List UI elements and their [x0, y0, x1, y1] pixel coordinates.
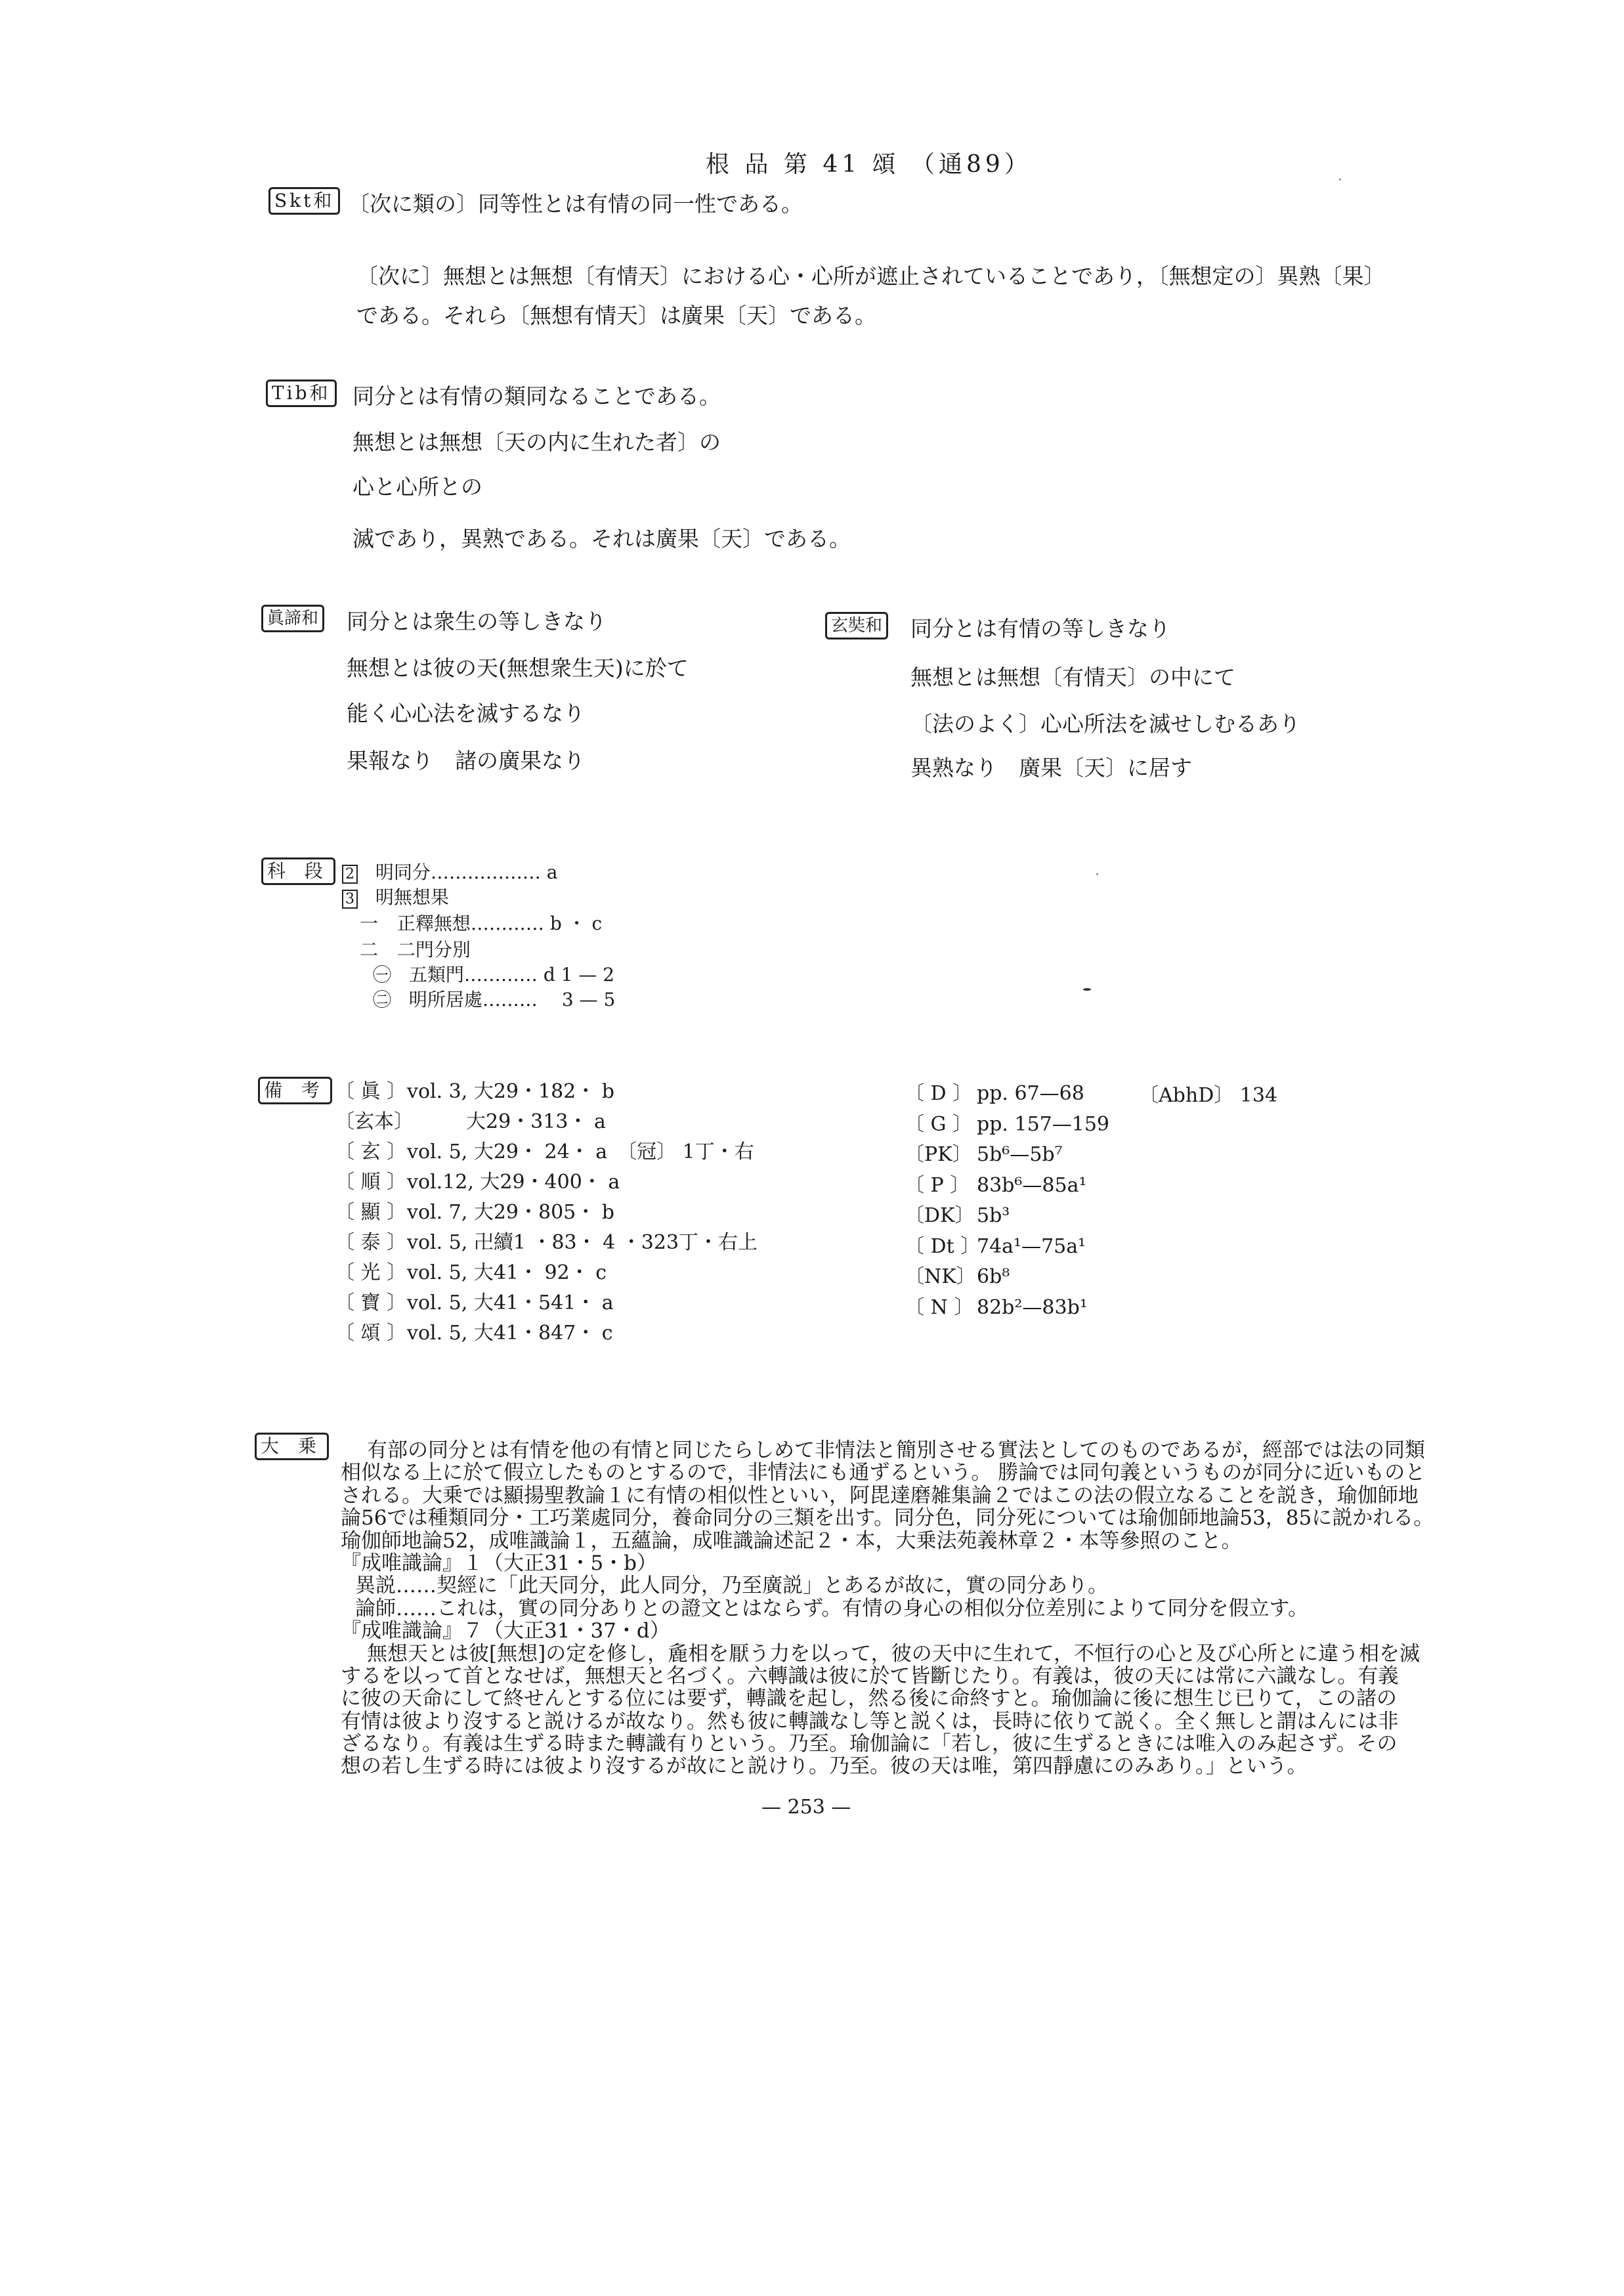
- paramartha-line-3: 能く心心法を滅するなり: [347, 701, 585, 726]
- reference-row: [335, 1167, 758, 1198]
- reference-key: 〔 頌 〕: [335, 1322, 407, 1345]
- xuanzang-label: 玄奘和: [825, 612, 888, 639]
- reference-row: [905, 1262, 1109, 1293]
- commentary-line: 想の若し生ずる時には彼より沒するが故にと説けり。乃至。彼の天は唯，第四靜慮にのみあり。」という。: [341, 1754, 1308, 1779]
- outline-label: 科 段: [261, 857, 335, 885]
- reference-key: 〔 P 〕: [905, 1173, 970, 1197]
- reference-row: [335, 1077, 758, 1107]
- reference-key: 〔 N 〕: [905, 1295, 974, 1319]
- reference-value: vol. 5, 卍續1 ・83・ 4 ・323丁・右上: [407, 1231, 758, 1254]
- reference-row: [905, 1171, 1109, 1202]
- tib-line-2: 無想とは無想〔天の内に生れた者〕の: [353, 429, 721, 455]
- outline-item: [342, 858, 558, 884]
- reference-key: 〔 泰 〕: [335, 1231, 407, 1254]
- commentary-line: 論師……これは，實の同分ありとの證文とはならず。有情の身心の相似分位差別によりて同分を假立す。: [355, 1596, 1309, 1620]
- notes-right-column: [905, 1079, 1109, 1323]
- reference-value: 5b³: [977, 1204, 1010, 1227]
- reference-row: [905, 1293, 1109, 1324]
- outline-marker: ㊁: [373, 989, 392, 1010]
- commentary-line: するを以って首となせば，無想天と名づく。六轉識は彼に於て皆斷じたり。有義は，彼の天には常に六識なし。有義: [341, 1664, 1399, 1688]
- reference-value: pp. 67—68: [977, 1082, 1084, 1105]
- reference-value: 6b⁸: [977, 1265, 1010, 1288]
- reference-key: 〔 玄 〕: [335, 1140, 407, 1163]
- commentary-line: 相似なる上に於て假立したものとするので，非情法にも通ずるという。 勝論では同句義というものが同分に近いものと: [341, 1461, 1426, 1485]
- outline-marker: 二: [360, 939, 379, 961]
- outline-text: 明所居處……… 3 — 5: [408, 989, 616, 1010]
- page-title: 根 品 第 41 頌 （通89）: [706, 151, 1032, 178]
- paramartha-label: 眞諦和: [261, 605, 324, 632]
- reference-key: 〔 Dt 〕: [905, 1234, 981, 1258]
- scan-speck: [1083, 988, 1091, 991]
- skt-line-1: 〔次に類の〕同等性とは有情の同一性である。: [348, 191, 803, 217]
- outline-text: 五類門………… d 1 — 2: [408, 964, 615, 986]
- paramartha-line-1: 同分とは衆生の等しきなり: [347, 609, 607, 634]
- notes-abhd: 〔AbhD〕 134: [1139, 1084, 1278, 1107]
- reference-row: [335, 1258, 758, 1288]
- reference-key: 〔 眞 〕: [335, 1080, 407, 1103]
- tib-line-3: 心と心所との: [353, 474, 482, 500]
- reference-row: [905, 1110, 1109, 1140]
- reference-value: 74a¹—75a¹: [977, 1234, 1086, 1258]
- tib-line-4: 滅であり，異熟である。それは廣果〔天〕である。: [353, 526, 851, 552]
- outline-text: 正釋無想………… b ・ c: [396, 913, 603, 934]
- reference-key: 〔 光 〕: [335, 1261, 407, 1284]
- mahayana-commentary: [341, 1439, 1434, 1779]
- commentary-line: 『成唯識論』１（大正31・5・b）: [341, 1551, 658, 1575]
- reference-row: [335, 1228, 758, 1258]
- reference-key: 〔 G 〕: [905, 1112, 973, 1136]
- outline-item: [360, 936, 471, 962]
- outline-marker: 一: [360, 913, 379, 934]
- outline-item: [360, 909, 602, 936]
- reference-row: [905, 1140, 1109, 1171]
- notes-left-column: [335, 1077, 758, 1349]
- scan-speck: [1096, 873, 1098, 875]
- outline-item: [373, 961, 614, 987]
- xuanzang-line-3: 〔法のよく〕心心所法を滅せしむるあり: [910, 711, 1300, 737]
- reference-value: vol. 5, 大41・847・ c: [407, 1322, 613, 1345]
- scan-speck: [1339, 179, 1341, 181]
- outline-text: 明同分……………… a: [375, 861, 558, 883]
- reference-value: 5b⁶—5b⁷: [977, 1143, 1063, 1166]
- commentary-line: される。大乗では顯揚聖教論１に有情の相似性といい，阿毘達磨雑集論２ではこの法の假立なることを説き，瑜伽師地: [341, 1483, 1419, 1507]
- notes-label: 備 考: [258, 1077, 332, 1104]
- xuanzang-line-4: 異熟なり 廣果〔天〕に居す: [910, 755, 1192, 781]
- reference-key: 〔 D 〕: [905, 1082, 973, 1105]
- commentary-line: 有情は彼より沒すると説けるが故なり。然も彼に轉識なし等と説くは，長時に依りて説く。全く無しと謂はんには非: [341, 1709, 1399, 1733]
- commentary-line: ざるなり。有義は生ずる時また轉識有りという。乃至。瑜伽論に「若し，彼に生ずるときには唯入のみ起さず。その: [341, 1732, 1398, 1756]
- reference-value: vol. 7, 大29・805・ b: [407, 1201, 615, 1224]
- reference-value: vol. 3, 大29・182・ b: [407, 1080, 615, 1103]
- reference-key: 〔 顯 〕: [335, 1201, 407, 1224]
- reference-key: 〔DK〕: [905, 1204, 975, 1227]
- outline-text: 二門分別: [396, 939, 471, 961]
- tib-label: Tib和: [266, 379, 337, 407]
- reference-row: [335, 1288, 758, 1318]
- reference-value: vol. 5, 大29・ 24・ a 〔冠〕 1丁・右: [407, 1140, 754, 1163]
- commentary-line: 有部の同分とは有情を他の有情と同じたらしめて非情法と簡別させる實法としてのものであるが，經部では法の同類: [367, 1439, 1425, 1462]
- skt-line-3: である。それら〔無想有情天〕は廣果〔天〕である。: [356, 303, 876, 328]
- outline-marker: 3: [342, 890, 358, 909]
- paramartha-line-2: 無想とは彼の天(無想衆生天)に於て: [347, 655, 689, 681]
- reference-key: 〔PK〕: [905, 1143, 972, 1166]
- reference-row: [335, 1198, 758, 1228]
- outline-marker: 2: [342, 865, 358, 884]
- xuanzang-line-1: 同分とは有情の等しきなり: [910, 616, 1170, 641]
- reference-value: pp. 157—159: [977, 1112, 1110, 1136]
- page-number: — 253 —: [761, 1796, 851, 1819]
- reference-key: 〔 順 〕: [335, 1171, 407, 1194]
- skt-label: Skt和: [268, 187, 340, 215]
- xuanzang-line-2: 無想とは無想〔有情天〕の中にて: [910, 664, 1235, 690]
- reference-value: 82b²—83b¹: [977, 1295, 1088, 1319]
- commentary-line: 異説……契經に「此天同分，此人同分，乃至廣説」とあるが故に，實の同分あり。: [355, 1574, 1108, 1598]
- commentary-line: 瑜伽師地論52，成唯識論１，五蘊論，成唯識論述記２・本，大乗法苑義林章２・本等參照のこと。: [341, 1528, 1242, 1553]
- reference-key: 〔NK〕: [905, 1265, 976, 1288]
- reference-key: 〔玄本〕: [335, 1110, 414, 1133]
- reference-value: 大29・313・ a: [407, 1110, 606, 1133]
- reference-row: [905, 1232, 1109, 1263]
- reference-value: vol. 5, 大41・ 92・ c: [407, 1261, 607, 1284]
- paramartha-line-4: 果報なり 諸の廣果なり: [347, 748, 585, 773]
- outline-text: 明無想果: [375, 886, 449, 908]
- commentary-line: 無想天とは彼[無想]の定を修し，麁相を厭う力を以って，彼の天中に生れて，不恒行の心と及び心所とに違う相を滅: [367, 1641, 1420, 1666]
- reference-row: [335, 1318, 758, 1349]
- commentary-line: 論56では種類同分・工巧業處同分，養命同分の三類を出す。同分色，同分死については瑜伽師地論53，85に説かれる。: [341, 1506, 1434, 1530]
- outline-item: [342, 883, 449, 909]
- reference-row: [905, 1079, 1109, 1110]
- reference-row: [905, 1201, 1109, 1232]
- tib-line-1: 同分とは有情の類同なることである。: [353, 383, 721, 409]
- reference-key: 〔 寶 〕: [335, 1291, 407, 1314]
- outline-marker: ㊀: [373, 964, 392, 986]
- reference-value: vol. 5, 大41・541・ a: [407, 1291, 614, 1314]
- skt-line-2: 〔次に〕無想とは無想〔有情天〕における心・心所が遮止されていることであり，〔無想定の〕異熟〔果〕: [356, 263, 1386, 289]
- reference-value: 83b⁶—85a¹: [977, 1173, 1087, 1197]
- mahayana-label: 大 乗: [255, 1433, 329, 1460]
- commentary-line: 『成唯識論』７（大正31・37・d）: [341, 1619, 670, 1643]
- reference-row: [335, 1107, 758, 1137]
- commentary-line: に彼の天命にして終せんとする位には要ず，轉識を起し，然る後に命終すと。瑜伽論に後に想生じ已りて，この諸の: [341, 1687, 1397, 1711]
- outline-item: [373, 986, 615, 1012]
- reference-row: [335, 1137, 758, 1167]
- reference-value: vol.12, 大29・400・ a: [407, 1171, 620, 1194]
